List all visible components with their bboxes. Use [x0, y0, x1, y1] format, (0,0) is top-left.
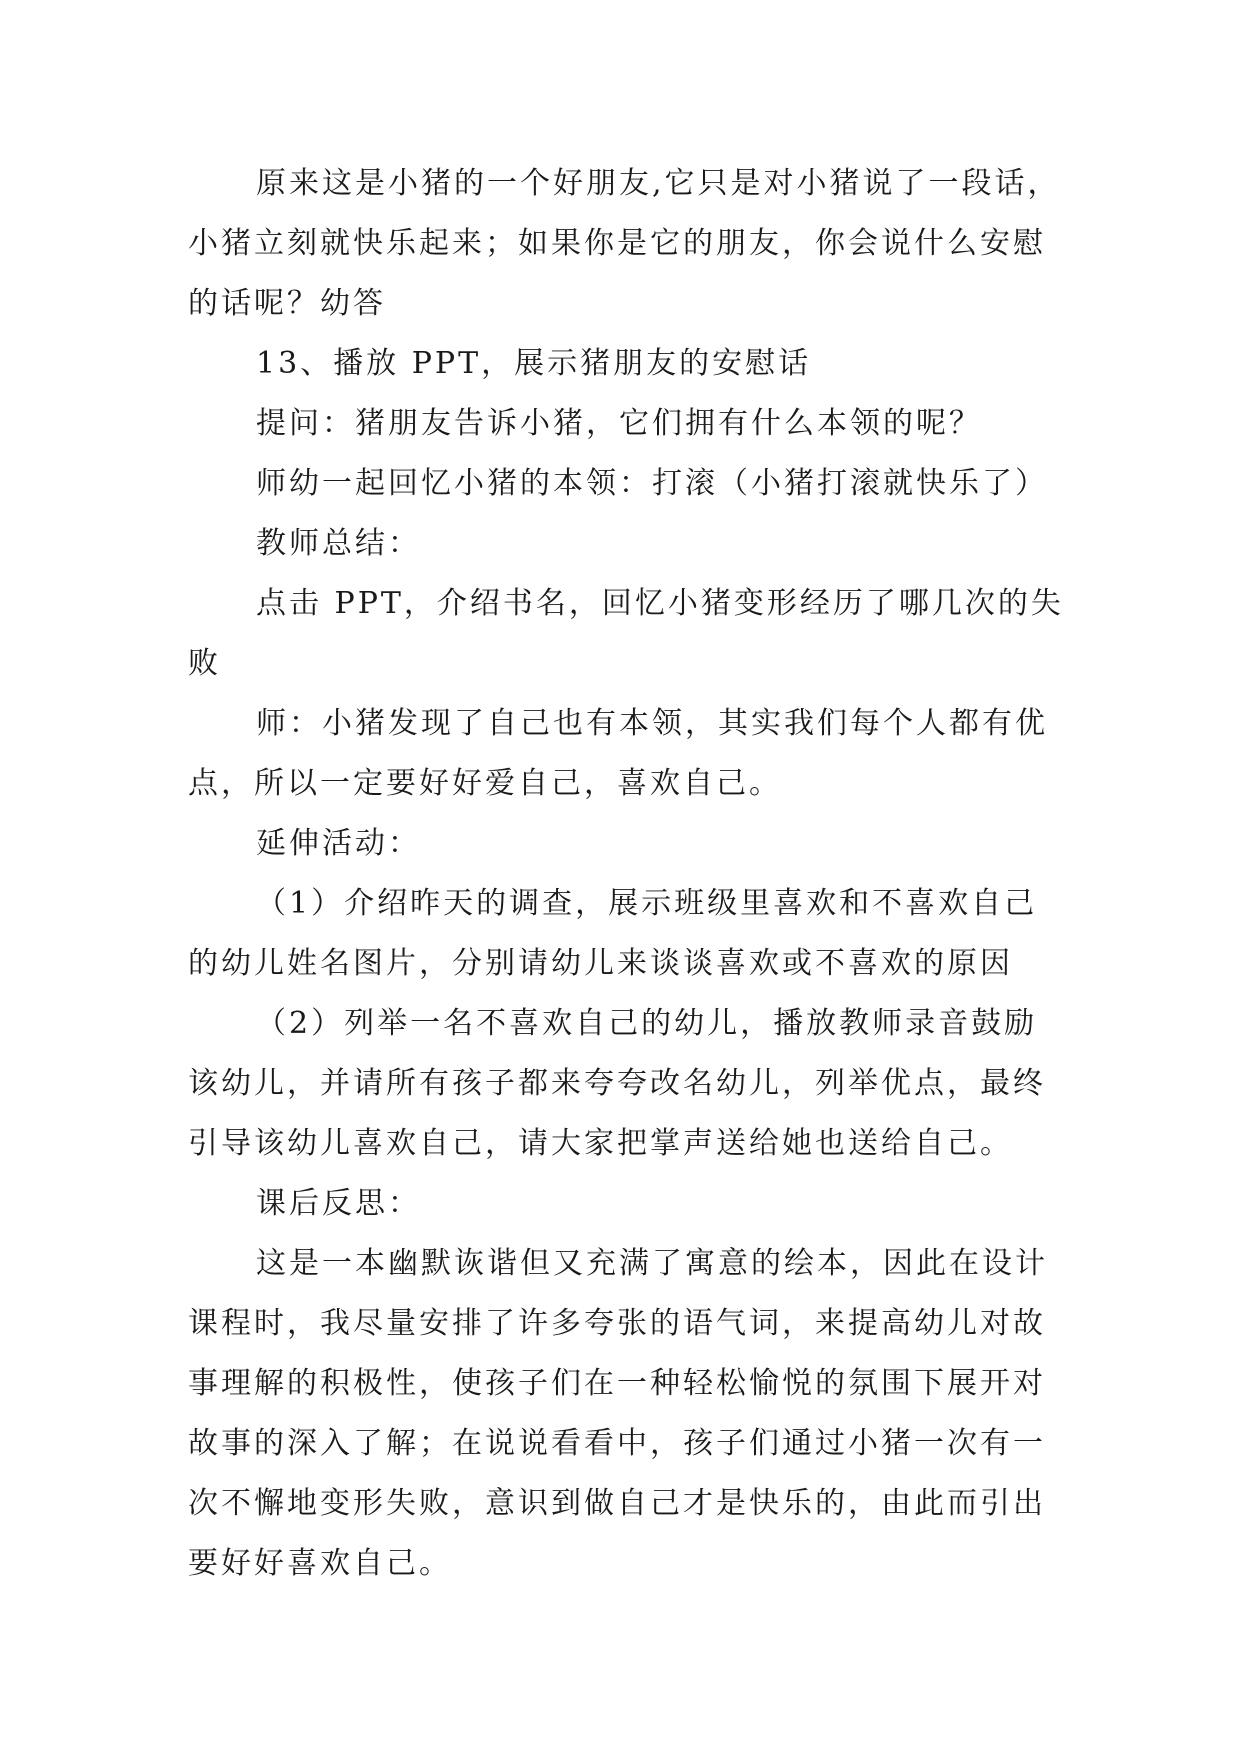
text-line: （2）列举一名不喜欢自己的幼儿，播放教师录音鼓励 [256, 1006, 1038, 1041]
text-line: 败 [188, 646, 221, 681]
paragraph [188, 1174, 1068, 1234]
text-line: 点击 PPT，介绍书名，回忆小猪变形经历了哪几次的失 [256, 586, 1064, 621]
paragraph [188, 334, 1068, 394]
text-line: 小猪立刻就快乐起来；如果你是它的朋友，你会说什么安慰 [188, 226, 1046, 261]
text-line: （1）介绍昨天的调查，展示班级里喜欢和不喜欢自己 [256, 886, 1038, 921]
paragraph [188, 814, 1068, 874]
text-line: 课程时，我尽量安排了许多夸张的语气词，来提高幼儿对故 [188, 1306, 1046, 1341]
paragraph [188, 574, 1068, 694]
paragraph [188, 694, 1068, 814]
text-line: 引导该幼儿喜欢自己，请大家把掌声送给她也送给自己。 [188, 1126, 1013, 1161]
text-line: 课后反思： [256, 1186, 421, 1221]
text-line: 事理解的积极性，使孩子们在一种轻松愉悦的氛围下展开对 [188, 1366, 1046, 1401]
text-line: 该幼儿，并请所有孩子都来夸夸改名幼儿，列举优点，最终 [188, 1066, 1046, 1101]
document-body [188, 154, 1068, 1594]
text-line: 故事的深入了解；在说说看看中，孩子们通过小猪一次有一 [188, 1426, 1046, 1461]
paragraph [188, 874, 1068, 994]
text-line: 点，所以一定要好好爱自己，喜欢自己。 [188, 766, 782, 801]
paragraph [188, 394, 1068, 454]
text-line: 师幼一起回忆小猪的本领：打滚（小猪打滚就快乐了） [256, 466, 1048, 501]
text-line: 教师总结： [256, 526, 421, 561]
paragraph [188, 994, 1068, 1174]
text-line: 13、播放 PPT，展示猪朋友的安慰话 [256, 346, 812, 381]
text-line: 师：小猪发现了自己也有本领，其实我们每个人都有优 [256, 706, 1048, 741]
paragraph [188, 514, 1068, 574]
paragraph [188, 1234, 1068, 1594]
text-line: 的话呢？幼答 [188, 286, 386, 321]
text-line: 要好好喜欢自己。 [188, 1546, 452, 1581]
text-line: 次不懈地变形失败，意识到做自己才是快乐的，由此而引出 [188, 1486, 1046, 1521]
text-line: 延伸活动： [256, 826, 421, 861]
paragraph [188, 154, 1068, 334]
text-line: 这是一本幽默诙谐但又充满了寓意的绘本，因此在设计 [256, 1246, 1048, 1281]
paragraph [188, 454, 1068, 514]
text-line: 的幼儿姓名图片，分别请幼儿来谈谈喜欢或不喜欢的原因 [188, 946, 1013, 981]
text-line: 原来这是小猪的一个好朋友,它只是对小猪说了一段话， [256, 166, 1061, 201]
text-line: 提问：猪朋友告诉小猪，它们拥有什么本领的呢？ [256, 406, 982, 441]
